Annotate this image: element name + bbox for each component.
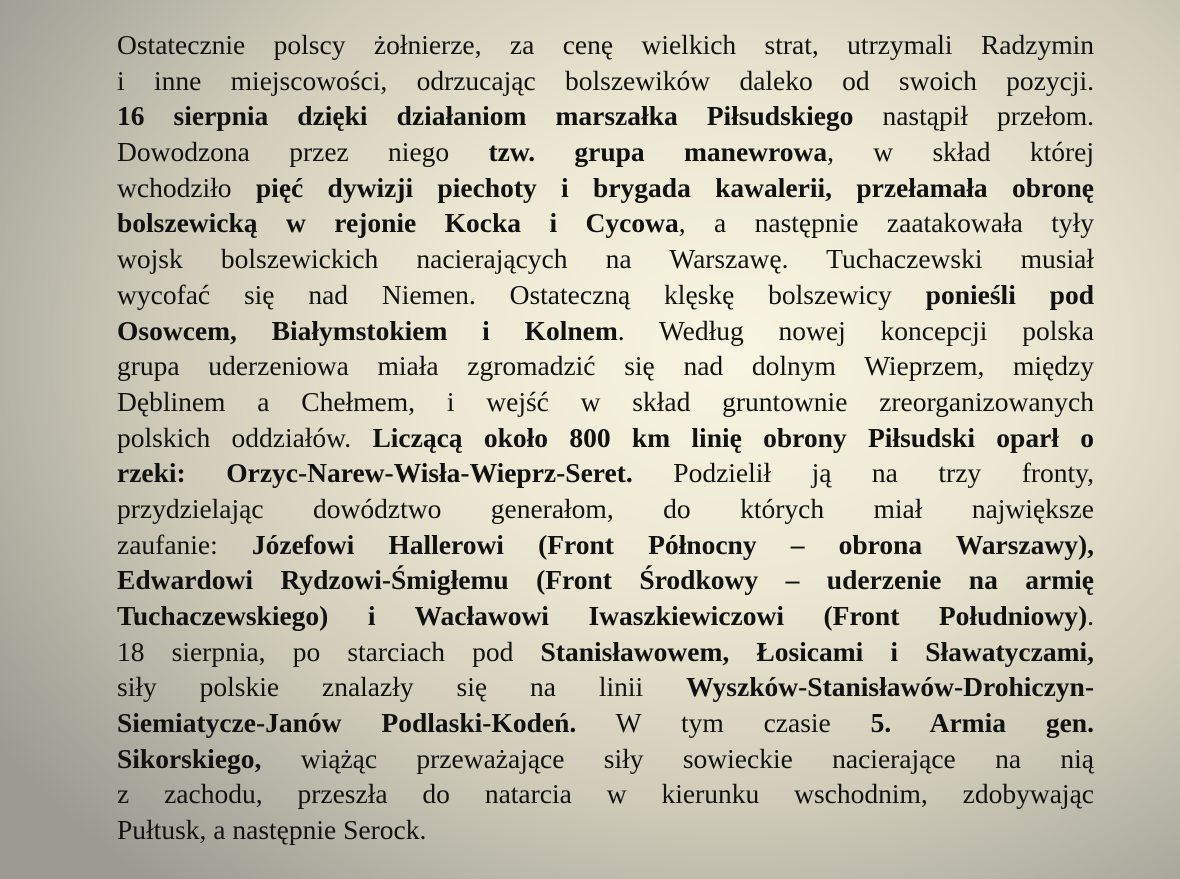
text-segment: 18 sierpnia, po starciach pod <box>117 635 541 667</box>
text-line <box>117 348 1094 384</box>
text-segment: siły polskie znalazły się na linii <box>117 671 687 703</box>
text-line <box>117 491 1094 527</box>
bold-text-segment: 5. Armia gen. <box>870 707 1094 739</box>
bold-text-segment: Wyszków-Stanisławów-Drohiczyn- <box>686 671 1094 703</box>
text-segment: Dowodzona przez niego <box>117 136 489 168</box>
bold-text-segment: Stanisławowem, Łosicami i Sławatyczami, <box>540 635 1094 667</box>
text-segment: W tym czasie <box>576 707 871 739</box>
bold-text-segment: ponieśli pod <box>925 278 1094 310</box>
text-line <box>117 170 1094 206</box>
text-segment: zaufanie: <box>117 528 252 560</box>
text-segment: , w skład której <box>827 136 1094 168</box>
text-line <box>117 634 1094 670</box>
bold-text-segment: Liczącą około 800 km linię obrony Piłsudski oparł o <box>372 421 1094 453</box>
text-segment: nastąpił przełom. <box>853 100 1094 132</box>
text-line <box>117 27 1094 63</box>
text-line <box>117 134 1094 170</box>
text-segment: przydzielając dowództwo generałom, do których miał największe <box>117 492 1094 524</box>
text-line <box>117 205 1094 241</box>
text-line <box>117 313 1094 349</box>
text-segment: grupa uderzeniowa miała zgromadzić się nad dolnym Wieprzem, między <box>117 350 1094 382</box>
bold-text-segment: tzw. grupa manewrowa <box>488 136 828 168</box>
text-line <box>117 384 1094 420</box>
document-text-body <box>117 27 1094 848</box>
bold-text-segment: Osowcem, Białymstokiem i Kolnem <box>117 314 618 346</box>
bold-text-segment: rzeki: Orzyc-Narew-Wisła-Wieprz-Seret. <box>117 457 633 489</box>
text-segment: wycofać się nad Niemen. Ostateczną klęskę bolszewicy <box>117 278 926 310</box>
text-segment: , a następnie zaatakowała tyły <box>678 207 1094 239</box>
text-line <box>117 776 1094 812</box>
text-line <box>117 277 1094 313</box>
text-segment: z zachodu, przeszła do natarcia w kierunku wschodnim, zdobywając <box>117 778 1094 810</box>
text-line <box>117 705 1094 741</box>
bold-text-segment: Siemiatycze-Janów Podlaski-Kodeń. <box>117 707 577 739</box>
text-line <box>117 741 1094 777</box>
text-segment: Ostatecznie polscy żołnierze, za cenę wielkich strat, utrzymali Radzymin <box>117 29 1094 60</box>
text-line <box>117 455 1094 491</box>
text-segment: . Według nowej koncepcji polska <box>617 314 1094 346</box>
text-line <box>117 420 1094 456</box>
bold-text-segment: Edwardowi Rydzowi-Śmigłemu (Front Środkowy – uderzenie na armię <box>117 564 1094 596</box>
text-segment: i inne miejscowości, odrzucając bolszewików daleko od swoich pozycji. <box>117 64 1094 96</box>
text-line <box>117 98 1094 134</box>
text-line <box>117 63 1094 99</box>
bold-text-segment: pięć dywizji piechoty i brygada kawalerii, przełamała obronę <box>255 171 1095 203</box>
text-line <box>117 598 1094 634</box>
text-segment: Dęblinem a Chełmem, i wejść w skład gruntownie zreorganizowanych <box>117 385 1094 417</box>
text-segment: wiążąc przeważające siły sowieckie nacierające na nią <box>261 742 1094 774</box>
bold-text-segment: Sikorskiego, <box>117 742 262 774</box>
bold-text-segment: 16 sierpnia dzięki działaniom marszałka Piłsudskiego <box>117 100 854 132</box>
text-segment: wojsk bolszewickich nacierających na Warszawę. Tuchaczewski musiał <box>117 243 1094 275</box>
text-segment: Pułtusk, a następnie Serock. <box>117 814 427 846</box>
text-segment: . <box>1087 600 1094 631</box>
bold-text-segment: Tuchaczewskiego) i Wacławowi Iwaszkiewiczowi (Front Południowy) <box>117 600 1088 631</box>
text-line <box>117 812 1094 848</box>
bold-text-segment: Józefowi Hallerowi (Front Północny – obrona Warszawy), <box>251 528 1095 560</box>
text-segment: wchodziło <box>117 171 256 203</box>
text-line <box>117 241 1094 277</box>
bold-text-segment: bolszewicką w rejonie Kocka i Cycowa <box>117 207 679 239</box>
text-line <box>117 527 1094 563</box>
text-segment: Podzielił ją na trzy fronty, <box>632 457 1094 489</box>
text-line <box>117 562 1094 598</box>
text-line <box>117 669 1094 705</box>
text-segment: polskich oddziałów. <box>117 421 373 453</box>
